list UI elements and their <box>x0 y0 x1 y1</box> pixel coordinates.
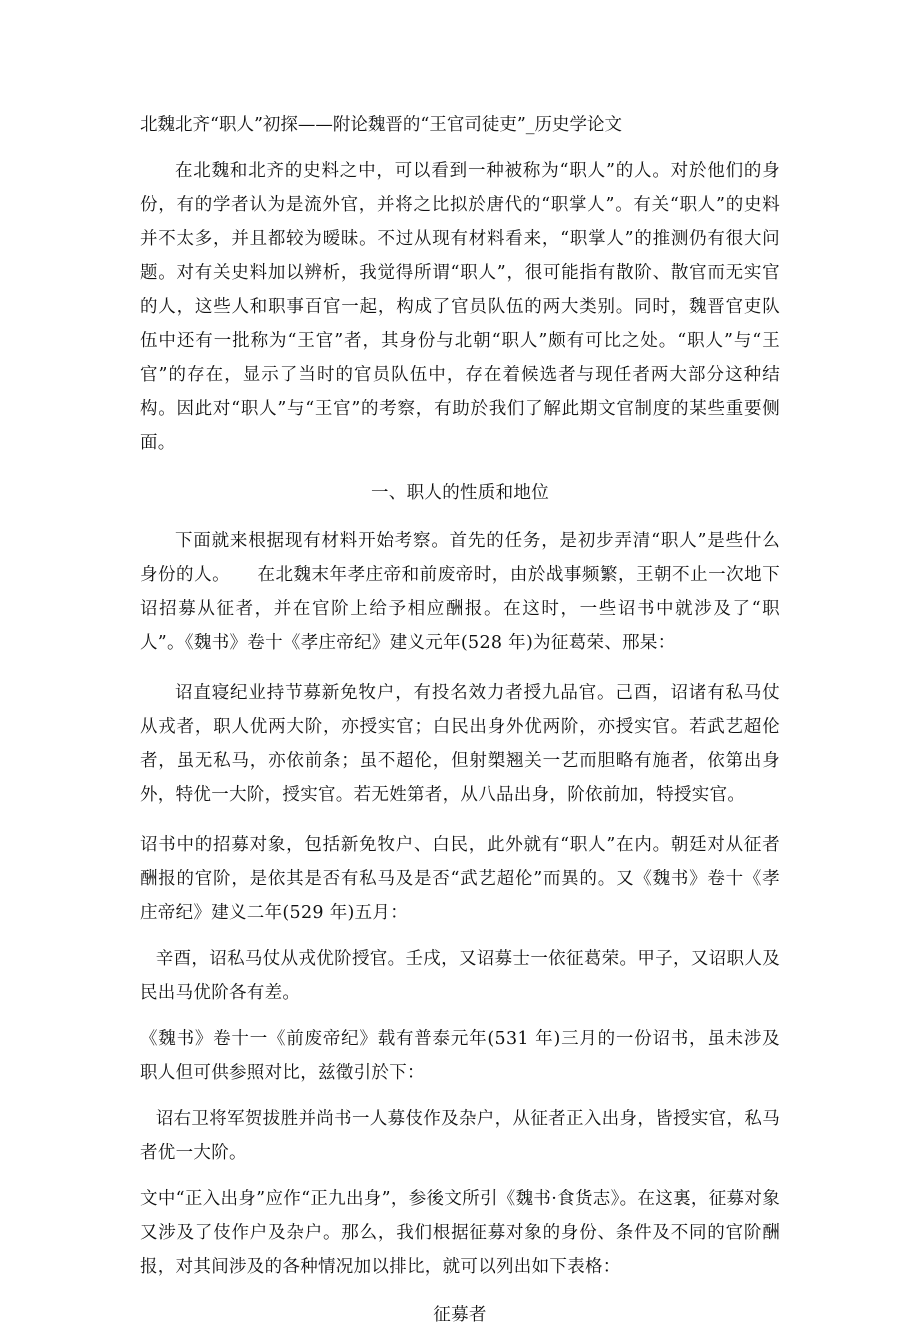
body-paragraph-2: 诏书中的招募对象，包括新免牧户、白民，此外就有“职人”在内。朝廷对从征者酬报的官阶，是依其是否有私马及是否“武艺超伦”而異的。又《魏书》卷十《孝庄帝纪》建义二年(529 年)五月： <box>140 835 780 923</box>
section-heading: 一、职人的性质和地位 <box>371 483 549 503</box>
document-page <box>140 108 780 1332</box>
quote-paragraph-1: 诏直寝纪业持节募新免牧户，有投名效力者授九品官。己酉，诏诸有私马仗从戎者，职人优两大阶，亦授实官；白民出身外优两阶，亦授实官。若武艺超伦者，虽无私马，亦依前条；虽不超伦，但射槊翘关一艺而胆略有施者，依第出身外，特优一大阶，授实官。若无姓第者，从八品出身，阶依前加，特授实官。 <box>140 683 780 805</box>
body-paragraph-3: 《魏书》卷十一《前废帝纪》载有普泰元年(531 年)三月的一份诏书，虽未涉及职人但可供参照对比，兹徵引於下： <box>140 1029 780 1083</box>
quote-paragraph-2: 辛酉，诏私马仗从戎优阶授官。壬戌，又诏募士一依征葛荣。甲子，又诏职人及民出马优阶各有差。 <box>140 949 780 1003</box>
quote-paragraph-3: 诏右卫将军贺拔胜并尚书一人募伎作及杂户，从征者正入出身，皆授实官，私马者优一大阶。 <box>140 1109 780 1163</box>
intro-paragraph: 在北魏和北齐的史料之中，可以看到一种被称为“职人”的人。对於他们的身份，有的学者认为是流外官，并将之比拟於唐代的“职掌人”。有关“职人”的史料并不太多，并且都较为暧昧。不过从现有材料看来，“职掌人”的推测仍有很大问题。对有关史料加以辨析，我觉得所谓“职人”，很可能指有散阶、散官而无实官的人，这些人和职事百官一起，构成了官员队伍的两大类别。同时，魏晋官吏队伍中还有一批称为“王官”者，其身份与北朝“职人”颇有可比之处。“职人”与“王官”的存在，显示了当时的官员队伍中，存在着候选者与现任者两大部分这种结构。因此对“职人”与“王官”的考察，有助於我们了解此期文官制度的某些重要侧面。 <box>140 161 780 453</box>
body-paragraph-1: 下面就来根据现有材料开始考察。首先的任务，是初步弄清“职人”是些什么身份的人。 在北魏末年孝庄帝和前废帝时，由於战事频繁，王朝不止一次地下诏招募从征者，并在官阶上给予相应酬报。在这时，一些诏书中就涉及了“职人”。《魏书》卷十《孝庄帝纪》建义元年(528 年)为征葛荣、邢杲： <box>140 531 780 653</box>
body-paragraph-4: 文中“正入出身”应作“正九出身”，参後文所引《魏书·食货志》。在这裏，征募对象又涉及了伎作户及杂户。那么，我们根据征募对象的身份、条件及不同的官阶酬报，对其间涉及的各种情况加以排比，就可以列出如下表格： <box>140 1189 780 1277</box>
document-title: 北魏北齐“职人”初探——附论魏晋的“王官司徒吏”_历史学论文 <box>140 115 623 135</box>
table-caption: 征募者 <box>433 1305 487 1325</box>
